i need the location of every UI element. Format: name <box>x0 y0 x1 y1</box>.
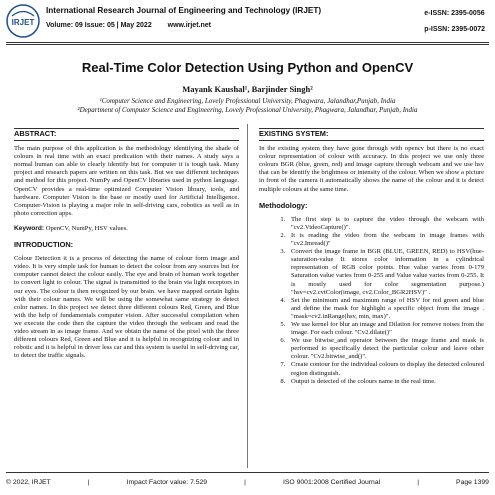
irjet-logo <box>6 4 40 38</box>
methodology-step: 7. Create contour for the individual colours to display the detected coloured region distinguish. <box>287 361 484 377</box>
footer-separator: | <box>244 478 246 486</box>
methodology-step: 1. The first step is to capture the video through the webcam with "cv2.VideoCapture()". <box>287 216 484 232</box>
methodology-step: 2. It is reading the video from the webcam in image frames with "cv2.Imread()" <box>287 232 484 248</box>
abstract-heading: ABSTRACT: <box>14 128 239 141</box>
footer-page-number: Page 1399 <box>456 478 489 486</box>
methodology-step: 6. We use bitwise_and operator between the image frame and mask is performed to specifically detect the particular colour and leave other colour. "Cv2.bitwise_and()". <box>287 337 484 361</box>
page-footer <box>6 476 489 488</box>
existing-system-heading: EXISTING SYSTEM: <box>259 128 484 141</box>
left-column <box>14 128 239 367</box>
methodology-step: 8. Output is detected of the colours name in the real time. <box>287 378 484 386</box>
journal-header <box>6 2 489 42</box>
right-column <box>259 128 484 386</box>
footer-rule <box>6 472 489 473</box>
column-divider <box>247 124 248 468</box>
journal-website[interactable]: www.irjet.net <box>167 22 211 29</box>
methodology-step: 4. Set the minimum and maximum range of HSV for red green and blue and define the mask for highlight a specific object from the image . "mask=cv2.inRange(hsv, min, max)". <box>287 297 484 321</box>
keywords-line <box>14 225 239 233</box>
issn-block <box>424 6 485 38</box>
methodology-steps <box>259 216 484 386</box>
volume-line <box>46 22 376 29</box>
paper-title: Real-Time Color Detection Using Python and OpenCV <box>81 60 414 75</box>
footer-impact-factor: Impact Factor value: 7.529 <box>126 478 208 486</box>
header-rule <box>6 42 489 43</box>
header-rule-2 <box>6 44 489 45</box>
abstract-text: The main purpose of this application is the methodology identifying the shade of colours in real time with an exact predication with their names. A study says a normal human can able to clearly identify but for computer it is tough task. Many project and research papers are written on this task. But we use different techniques and method for this project. NumPy and OpenCV libraries used in python language. OpenCV provides a real-time optimized Computer Vision library, tools, and hardware. Computer Vision is the base or mostly used for Artificial Intelligence. Computer-Vision is playing a major role in self-driving cars, robotics as well as in photo correction apps. <box>14 145 239 217</box>
footer-copyright: © 2022, IRJET <box>6 478 51 486</box>
keywords-label: Keyword: <box>14 224 45 232</box>
introduction-heading: INTRODUCTION: <box>14 240 74 250</box>
methodology-step: 3. Convert the image frame in BGR (BLUE, GREEN, RED) to HSV(hue-saturation-value It stores color information in a cylindrical representation of RGB color points. Hue value varies from 0-179 Saturation value varies from 0-255 and Value value varies from 0-255. It is mostly used for color segmentation purpose.) "hsv=cv2.cvtColor(image, cv2.Color_BGR2HSV)" . <box>287 248 484 297</box>
e-issn: e-ISSN: 2395-0056 <box>424 10 485 17</box>
affiliation-2: ²Department of Computer Science and Engineering, Lovely Professional University, Phagwara, Jalandhar, Punjab, India <box>77 106 418 114</box>
journal-name: International Research Journal of Engineering and Technology (IRJET) <box>46 6 322 15</box>
footer-iso: ISO 9001:2008 Certified Journal <box>283 478 381 486</box>
footer-separator: | <box>87 478 90 486</box>
affiliation-1: ¹Computer Science and Engineering, Lovely Professional University, Phagwara, Jalandhar,Punjab, India <box>99 97 396 105</box>
paper-authors: Mayank Kaushal¹, Barjinder Singh² <box>182 84 313 94</box>
volume-issue: Volume: 09 Issue: 05 | May 2022 <box>46 22 152 29</box>
p-issn: p-ISSN: 2395-0072 <box>424 26 485 33</box>
existing-system-text: In the existing system they have gone through with opencv but there is no exact colour representation of colour with accuracy. In this project we use only three colours BGR (blue, green, red) and image capture through webcam and we use hsv that can be identify the brightness or intensity of the colour. When we show a picture in front of the camera it automatically shows the name of the colour and it is detect multiple colours at the same time. <box>259 145 484 193</box>
keywords-text: OpenCV, NumPy, HSV values. <box>45 224 128 232</box>
logo-text: IRJET <box>11 18 35 27</box>
methodology-heading: Methodology: <box>259 200 308 210</box>
methodology-step: 5. We use kernel for blur an image and Dilation for remove noises from the image. For each colour. "Cv2.dilate()" <box>287 321 484 337</box>
footer-separator: | <box>417 478 419 486</box>
introduction-text: Colour Detection it is a process of detecting the name of colour form image and video. It is very simple task for human to detect the colour from any sources but for computer cannot detect the colour easily. The eye and brain of human work together to convert light to colour. The signal is transmitted to the brain via light receptors in our eyes. The colour is then recognized by our brain. we have mapped certain lights with their colour names. We will be using the somewhat same strategy to detect color names. In this project we detect three different colours Red, Green, and Blue with the help of fundamentals computer vision. After successful compilation when we execute the code then the capture the video through the webcam and read the video stream in as image frame. And we obtain the name of the pixel with the three different colours Red, Green and Blue and it is helpful in recognizing colour and in robotic and it is helpful in driver less car and this system is useful in self-driving car, to detect the traffic signals. <box>14 255 239 360</box>
